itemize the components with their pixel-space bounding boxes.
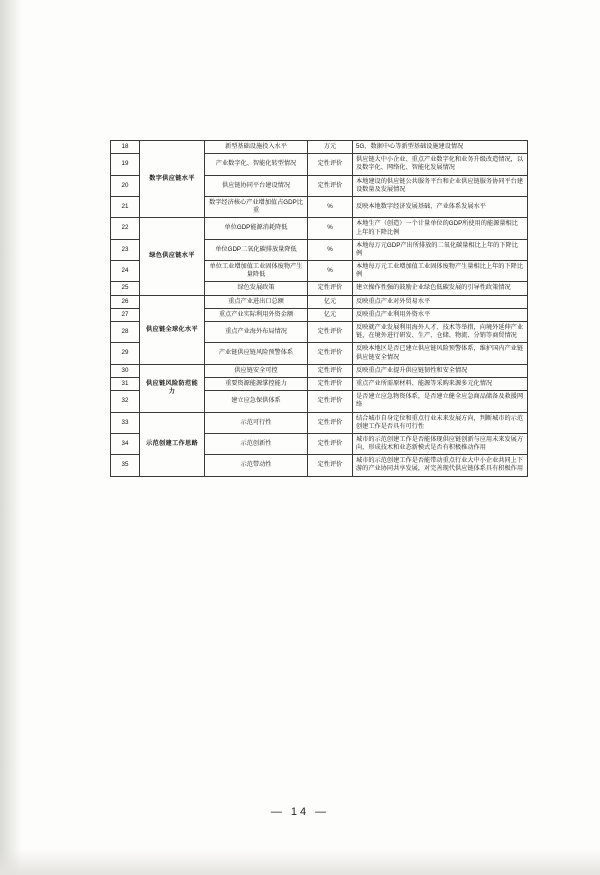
cell-secondary-indicator: 单位GDP能源消耗降低 [205, 218, 308, 239]
cell-unit: 定性评价 [308, 412, 353, 433]
cell-secondary-indicator: 产业数字化、智能化转型情况 [205, 154, 308, 175]
cell-unit: 定性评价 [308, 322, 353, 343]
cell-secondary-indicator: 产业链供应链风险预警体系 [205, 343, 308, 364]
cell-description: 5G、数据中心等新型基础设施建设情况 [353, 141, 528, 154]
cell-unit: 定性评价 [308, 175, 353, 196]
cell-index: 28 [111, 322, 140, 343]
cell-index: 26 [111, 295, 140, 308]
cell-unit: 定性评价 [308, 391, 353, 412]
cell-description: 反映就产业发展利用海外人才、技术等举措，向境外延伸产业链，在境外进行研发、生产、仓储、物流、分销等商贸情况 [353, 322, 528, 343]
cell-unit: 定性评价 [308, 433, 353, 454]
cell-description: 反映本地数字经济发展基础、产业体系发展水平 [353, 196, 528, 217]
cell-description: 反映重点产业提升供应链韧性和安全情况 [353, 364, 528, 377]
cell-description: 供应链大中小企业、重点产业数字化和业务升级改造情况，以及数字化、网络化、智能化发展情况 [353, 154, 528, 175]
cell-unit: 定性评价 [308, 154, 353, 175]
cell-index: 29 [111, 343, 140, 364]
cell-secondary-indicator: 单位GDP二氧化碳排放量降低 [205, 239, 308, 260]
cell-description: 是否建立应急物资体系，是否建立健全应急商品储备及救援网络 [353, 391, 528, 412]
cell-description: 城市的示范创建工作是否能带动重点行业大中小企业共同上下游的产业协同共享发展，对完善现代供应链体系具有积极作用 [353, 455, 528, 476]
cell-secondary-indicator: 单位工业增加值工业固体废物产生量降低 [205, 261, 308, 282]
cell-primary-indicator: 供应链风险防范能力 [140, 364, 205, 412]
cell-description: 本地生产（创造）一个计量单位的GDP所使用的能源量相比上年的下降比例 [353, 218, 528, 239]
page-left-shadow [0, 0, 22, 875]
cell-index: 27 [111, 308, 140, 321]
cell-index: 18 [111, 141, 140, 154]
cell-unit: 定性评价 [308, 343, 353, 364]
cell-description: 重点产业所需原材料、能源等采购来源多元化情况 [353, 377, 528, 390]
cell-description: 结合城市自身定位和重点行业未来发展方向，判断城市的示范创建工作是否具有可行性 [353, 412, 528, 433]
cell-secondary-indicator: 示范带动性 [205, 455, 308, 476]
table-row [111, 141, 528, 154]
cell-secondary-indicator: 重点产业海外布局情况 [205, 322, 308, 343]
cell-primary-indicator: 示范创建工作思路 [140, 412, 205, 476]
cell-secondary-indicator: 供应链协同平台建设情况 [205, 175, 308, 196]
cell-unit: 定性评价 [308, 377, 353, 390]
cell-index: 22 [111, 218, 140, 239]
cell-secondary-indicator: 供应链安全可控 [205, 364, 308, 377]
cell-index: 35 [111, 455, 140, 476]
cell-unit: 万元 [308, 141, 353, 154]
cell-secondary-indicator: 数字经济核心产业增加值占GDP比重 [205, 196, 308, 217]
table-row [111, 295, 528, 308]
cell-description: 本地每万元GDP产出所排放的二氧化碳量相比上年的下降比例 [353, 239, 528, 260]
table-row [111, 364, 528, 377]
cell-unit: 亿元 [308, 308, 353, 321]
cell-index: 20 [111, 175, 140, 196]
cell-unit: 定性评价 [308, 282, 353, 295]
cell-index: 33 [111, 412, 140, 433]
cell-description: 反映重点产业对外贸易水平 [353, 295, 528, 308]
table-row [111, 412, 528, 433]
cell-unit: % [308, 261, 353, 282]
cell-index: 23 [111, 239, 140, 260]
cell-description: 本地每万元工业增加值工业固体废物产生量相比上年的下降比例 [353, 261, 528, 282]
cell-description: 本地建设的供应链公共服务平台和企业供应链服务协同平台建设数量及发展情况 [353, 175, 528, 196]
cell-secondary-indicator: 绿色发展政策 [205, 282, 308, 295]
cell-unit: 定性评价 [308, 455, 353, 476]
cell-secondary-indicator: 重点产业进出口总额 [205, 295, 308, 308]
cell-index: 24 [111, 261, 140, 282]
page-number: — 14 — [270, 806, 330, 818]
cell-primary-indicator: 数字供应链水平 [140, 141, 205, 218]
cell-unit: 定性评价 [308, 364, 353, 377]
cell-index: 21 [111, 196, 140, 217]
cell-description: 建立操作性强的鼓励企业绿色低碳发展的引导性政策情况 [353, 282, 528, 295]
cell-description: 城市的示范创建工作是否能体现供应链创新与应用未来发展方向，形成技术和业态新模式是否有积极推动作用 [353, 433, 528, 454]
cell-primary-indicator: 绿色供应链水平 [140, 218, 205, 295]
cell-index: 19 [111, 154, 140, 175]
cell-index: 25 [111, 282, 140, 295]
cell-primary-indicator: 供应链全球化水平 [140, 295, 205, 364]
cell-secondary-indicator: 重点产业实际利用外资金额 [205, 308, 308, 321]
cell-index: 32 [111, 391, 140, 412]
indicator-table [110, 140, 528, 477]
table-row [111, 218, 528, 239]
cell-secondary-indicator: 新型基础设施投入水平 [205, 141, 308, 154]
cell-secondary-indicator: 示范创新性 [205, 433, 308, 454]
cell-index: 30 [111, 364, 140, 377]
page-bottom-shadow [0, 849, 600, 875]
cell-description: 反映重点产业利用外资水平 [353, 308, 528, 321]
cell-secondary-indicator: 建立应急保供体系 [205, 391, 308, 412]
cell-index: 34 [111, 433, 140, 454]
cell-secondary-indicator: 重要资源能源掌控能力 [205, 377, 308, 390]
cell-unit: % [308, 196, 353, 217]
cell-index: 31 [111, 377, 140, 390]
cell-unit: % [308, 218, 353, 239]
cell-unit: % [308, 239, 353, 260]
cell-unit: 亿元 [308, 295, 353, 308]
cell-description: 反映本地区是否已建立供应链风险预警体系，维护国内产业链供应链安全情况 [353, 343, 528, 364]
cell-secondary-indicator: 示范可行性 [205, 412, 308, 433]
